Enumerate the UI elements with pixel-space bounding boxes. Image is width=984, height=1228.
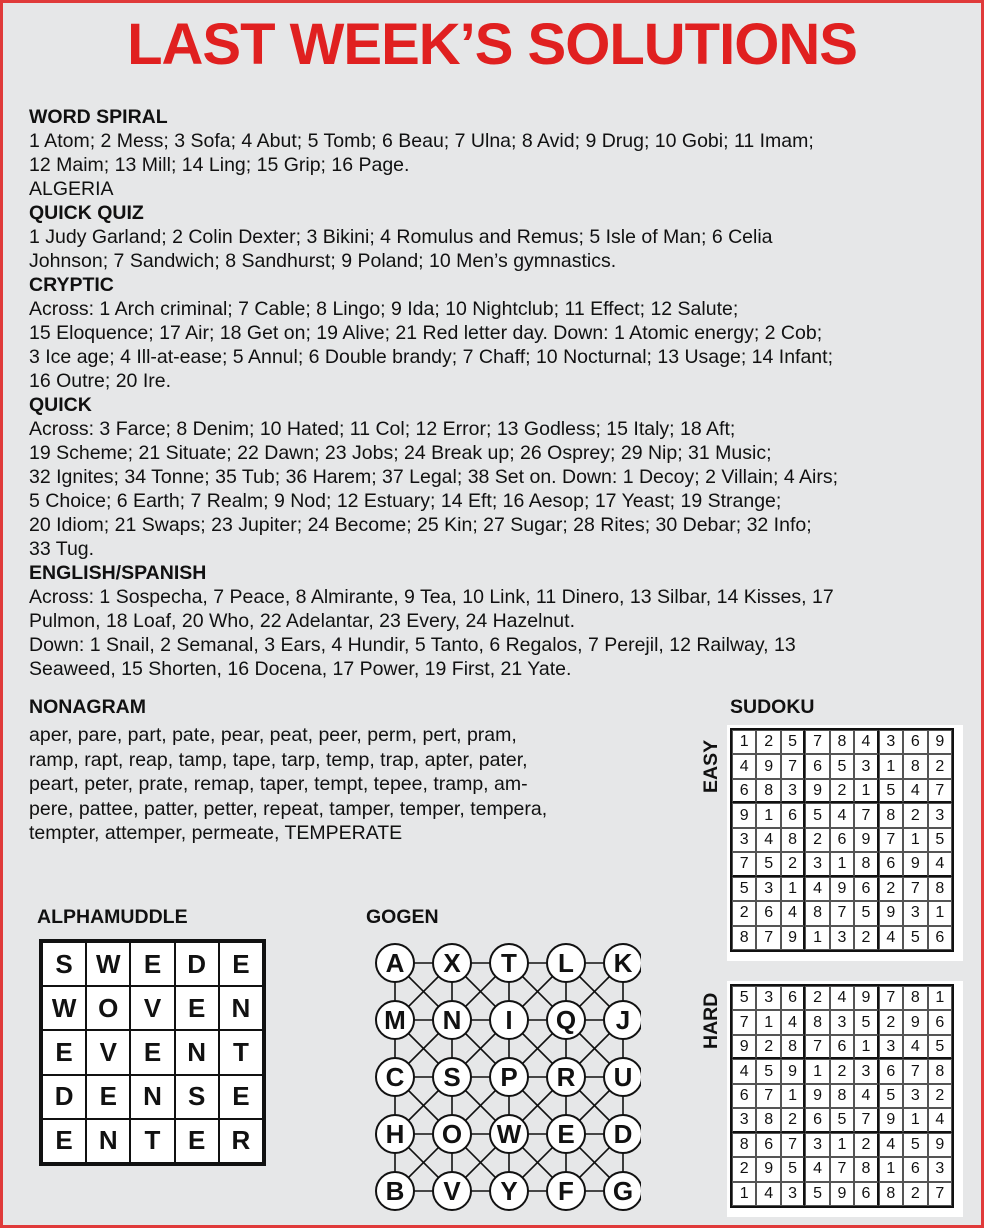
alphamuddle-heading: ALPHAMUDDLE	[37, 906, 188, 928]
nonagram-heading: NONAGRAM	[29, 696, 146, 718]
alphamuddle-cell: T	[130, 1119, 174, 1163]
alphamuddle-cell: E	[42, 1030, 86, 1074]
sudoku-cell: 3	[854, 1059, 878, 1083]
sudoku-cell: 1	[781, 877, 805, 901]
svg-text:Y: Y	[500, 1176, 518, 1206]
sudoku-cell: 9	[781, 1059, 805, 1083]
gogen-node	[376, 944, 414, 982]
svg-text:U: U	[613, 1062, 633, 1092]
sudoku-cell: 3	[879, 730, 903, 754]
sudoku-cell: 5	[805, 1182, 829, 1206]
gogen-node	[433, 1115, 471, 1153]
sudoku-cell: 7	[903, 1059, 927, 1083]
sudoku-cell: 1	[805, 1059, 829, 1083]
gogen-node	[433, 1058, 471, 1096]
sudoku-cell: 2	[805, 828, 829, 852]
svg-text:K: K	[613, 948, 633, 978]
section-heading: QUICK	[29, 394, 92, 416]
sudoku-cell: 4	[854, 1084, 878, 1108]
sudoku-cell: 9	[830, 877, 854, 901]
sudoku-cell: 5	[854, 1010, 878, 1034]
sudoku-cell: 2	[781, 852, 805, 876]
section-line: Across: 3 Farce; 8 Denim; 10 Hated; 11 Col; 12 Error; 13 Godless; 15 Italy; 18 Aft;	[29, 418, 736, 440]
sudoku-cell: 4	[732, 1059, 756, 1083]
svg-text:O: O	[441, 1119, 463, 1149]
sudoku-cell: 2	[928, 754, 952, 778]
sudoku-cell: 4	[928, 1108, 952, 1132]
sudoku-cell: 6	[756, 1133, 780, 1157]
gogen-node	[490, 944, 528, 982]
alphamuddle-cell: N	[175, 1030, 219, 1074]
sudoku-cell: 6	[854, 1182, 878, 1206]
svg-text:G: G	[612, 1176, 634, 1206]
sudoku-cell: 3	[756, 986, 780, 1010]
sudoku-cell: 3	[928, 1157, 952, 1181]
sudoku-cell: 3	[903, 901, 927, 925]
sudoku-cell: 1	[732, 1182, 756, 1206]
sudoku-cell: 2	[903, 803, 927, 827]
nonagram-line: aper, pare, part, pate, pear, peat, peer, perm, pert, pram,	[29, 724, 517, 746]
section-line: Pulmon, 18 Loaf, 20 Who, 22 Adelantar, 23 Every, 24 Hazelnut.	[29, 610, 575, 632]
sudoku-cell: 5	[805, 803, 829, 827]
section-line: 5 Choice; 6 Earth; 7 Realm; 9 Nod; 12 Estuary; 14 Eft; 16 Aesop; 17 Yeast; 19 Strange;	[29, 490, 782, 512]
sudoku-cell: 8	[830, 1084, 854, 1108]
sudoku-cell: 3	[805, 852, 829, 876]
alphamuddle-cell: R	[219, 1119, 263, 1163]
svg-text:D: D	[613, 1119, 633, 1149]
sudoku-cell: 9	[756, 1157, 780, 1181]
gogen-node	[490, 1001, 528, 1039]
alphamuddle-cell: S	[175, 1075, 219, 1119]
alphamuddle-grid	[39, 939, 266, 1166]
alphamuddle-cell: O	[86, 986, 130, 1030]
sudoku-cell: 3	[830, 1010, 854, 1034]
sudoku-cell: 9	[805, 1084, 829, 1108]
sudoku-cell: 1	[732, 730, 756, 754]
section-line: Across: 1 Sospecha, 7 Peace, 8 Almirante, 9 Tea, 10 Link, 11 Dinero, 13 Silbar, 14 Kisses, 17	[29, 586, 834, 608]
alphamuddle-cell: D	[42, 1075, 86, 1119]
sudoku-cell: 7	[854, 1108, 878, 1132]
sudoku-cell: 3	[928, 803, 952, 827]
svg-text:X: X	[443, 948, 461, 978]
sudoku-cell: 7	[805, 730, 829, 754]
section-line: 15 Eloquence; 17 Air; 18 Get on; 19 Alive; 21 Red letter day. Down: 1 Atomic energy; 2 Cob;	[29, 322, 823, 344]
hard-label: HARD	[700, 992, 722, 1049]
sudoku-cell: 8	[781, 1035, 805, 1059]
alphamuddle-cell: E	[219, 942, 263, 986]
sudoku-cell: 9	[781, 926, 805, 950]
sudoku-cell: 7	[756, 926, 780, 950]
sudoku-cell: 6	[830, 1035, 854, 1059]
sudoku-cell: 6	[756, 901, 780, 925]
sudoku-cell: 2	[879, 1010, 903, 1034]
sudoku-cell: 7	[879, 828, 903, 852]
sudoku-cell: 3	[805, 1133, 829, 1157]
section-heading: CRYPTIC	[29, 274, 114, 296]
sudoku-cell: 6	[903, 1157, 927, 1181]
alphamuddle-cell: N	[86, 1119, 130, 1163]
sudoku-cell: 9	[903, 1010, 927, 1034]
sudoku-cell: 3	[879, 1035, 903, 1059]
sudoku-easy	[727, 725, 963, 961]
alphamuddle-cell: E	[86, 1075, 130, 1119]
section-line: 1 Judy Garland; 2 Colin Dexter; 3 Bikini; 4 Romulus and Remus; 5 Isle of Man; 6 Celia	[29, 226, 773, 248]
sudoku-cell: 4	[781, 901, 805, 925]
sudoku-cell: 1	[781, 1084, 805, 1108]
sudoku-cell: 2	[781, 1108, 805, 1132]
sudoku-cell: 6	[903, 730, 927, 754]
sudoku-cell: 9	[928, 1133, 952, 1157]
sudoku-cell: 2	[756, 1035, 780, 1059]
sudoku-cell: 4	[879, 1133, 903, 1157]
sudoku-cell: 2	[830, 779, 854, 803]
gogen-node	[604, 1115, 641, 1153]
nonagram-line: peart, peter, prate, remap, taper, tempt, tepee, tramp, am-	[29, 773, 528, 795]
svg-text:I: I	[505, 1005, 513, 1035]
sudoku-cell: 6	[928, 1010, 952, 1034]
sudoku-cell: 4	[781, 1010, 805, 1034]
sudoku-cell: 5	[756, 1059, 780, 1083]
gogen-node	[604, 1172, 641, 1210]
sudoku-cell: 8	[903, 986, 927, 1010]
gogen-node	[490, 1172, 528, 1210]
page-title: LAST WEEK’S SOLUTIONS	[127, 12, 857, 77]
sudoku-cell: 1	[830, 852, 854, 876]
sudoku-cell: 2	[830, 1059, 854, 1083]
section-heading: ENGLISH/SPANISH	[29, 562, 207, 584]
sudoku-cell: 3	[830, 926, 854, 950]
sudoku-cell: 8	[830, 730, 854, 754]
sudoku-cell: 7	[928, 779, 952, 803]
sudoku-cell: 9	[928, 730, 952, 754]
easy-label: EASY	[700, 739, 722, 793]
gogen-node	[376, 1172, 414, 1210]
sudoku-cell: 2	[854, 1133, 878, 1157]
gogen-node	[433, 1001, 471, 1039]
svg-text:A: A	[385, 948, 405, 978]
alphamuddle-cell: E	[42, 1119, 86, 1163]
section-line: Johnson; 7 Sandwich; 8 Sandhurst; 9 Poland; 10 Men’s gymnastics.	[29, 250, 617, 272]
gogen-node	[547, 1001, 585, 1039]
sudoku-cell: 6	[928, 926, 952, 950]
sudoku-cell: 8	[854, 852, 878, 876]
sudoku-cell: 3	[903, 1084, 927, 1108]
sudoku-cell: 5	[903, 1133, 927, 1157]
svg-text:B: B	[385, 1176, 405, 1206]
gogen-node	[547, 944, 585, 982]
gogen-node	[547, 1058, 585, 1096]
alphamuddle-cell: W	[42, 986, 86, 1030]
section-line: 20 Idiom; 21 Swaps; 23 Jupiter; 24 Become; 25 Kin; 27 Sugar; 28 Rites; 30 Debar; 32 Info;	[29, 514, 812, 536]
sudoku-cell: 2	[756, 730, 780, 754]
sudoku-cell: 1	[805, 926, 829, 950]
sudoku-cell: 2	[903, 1182, 927, 1206]
gogen-node	[604, 1058, 641, 1096]
alphamuddle-cell: W	[86, 942, 130, 986]
alphamuddle-cell: V	[86, 1030, 130, 1074]
sudoku-cell: 3	[732, 1108, 756, 1132]
sudoku-cell: 1	[756, 803, 780, 827]
sudoku-cell: 4	[756, 828, 780, 852]
sudoku-cell: 8	[756, 1108, 780, 1132]
section-line: 1 Atom; 2 Mess; 3 Sofa; 4 Abut; 5 Tomb; 6 Beau; 7 Ulna; 8 Avid; 9 Drug; 10 Gobi; 11 Imam;	[29, 130, 814, 152]
sudoku-cell: 9	[854, 986, 878, 1010]
svg-text:S: S	[443, 1062, 461, 1092]
sudoku-cell: 9	[879, 1108, 903, 1132]
sudoku-cell: 4	[854, 730, 878, 754]
sudoku-cell: 8	[805, 1010, 829, 1034]
alphamuddle-cell: E	[175, 986, 219, 1030]
sudoku-cell: 6	[805, 1108, 829, 1132]
sudoku-cell: 6	[781, 803, 805, 827]
alphamuddle-cell: V	[130, 986, 174, 1030]
svg-text:Q: Q	[555, 1005, 577, 1035]
sudoku-cell: 5	[781, 1157, 805, 1181]
svg-text:C: C	[385, 1062, 405, 1092]
alphamuddle-cell: E	[175, 1119, 219, 1163]
sudoku-cell: 1	[928, 901, 952, 925]
sudoku-cell: 2	[732, 1157, 756, 1181]
sudoku-cell: 1	[854, 1035, 878, 1059]
alphamuddle-cell: E	[130, 942, 174, 986]
alphamuddle-cell: E	[130, 1030, 174, 1074]
sudoku-cell: 2	[805, 986, 829, 1010]
sudoku-cell: 6	[854, 877, 878, 901]
sudoku-cell: 5	[928, 1035, 952, 1059]
sudoku-hard	[727, 981, 963, 1217]
gogen-node	[490, 1115, 528, 1153]
sudoku-cell: 5	[781, 730, 805, 754]
svg-text:R: R	[556, 1062, 576, 1092]
svg-text:T: T	[501, 948, 517, 978]
svg-text:J: J	[615, 1005, 631, 1035]
sudoku-cell: 3	[732, 828, 756, 852]
sudoku-heading: SUDOKU	[730, 696, 815, 718]
section-line: 33 Tug.	[29, 538, 95, 560]
sudoku-cell: 7	[781, 754, 805, 778]
sudoku-cell: 6	[805, 754, 829, 778]
sudoku-cell: 3	[781, 779, 805, 803]
sudoku-cell: 9	[805, 779, 829, 803]
sudoku-cell: 7	[854, 803, 878, 827]
sudoku-cell: 4	[879, 926, 903, 950]
alphamuddle-cell: T	[219, 1030, 263, 1074]
sudoku-cell: 2	[928, 1084, 952, 1108]
sudoku-cell: 3	[854, 754, 878, 778]
sudoku-cell: 4	[903, 779, 927, 803]
alphamuddle-cell: N	[130, 1075, 174, 1119]
gogen-node	[376, 1115, 414, 1153]
sudoku-cell: 4	[830, 986, 854, 1010]
sudoku-cell: 9	[830, 1182, 854, 1206]
section-line: 3 Ice age; 4 Ill-at-ease; 5 Annul; 6 Double brandy; 7 Chaff; 10 Nocturnal; 13 Usage; 14 Infant;	[29, 346, 833, 368]
sudoku-cell: 1	[903, 828, 927, 852]
sudoku-cell: 7	[879, 986, 903, 1010]
sudoku-cell: 2	[879, 877, 903, 901]
svg-text:N: N	[442, 1005, 462, 1035]
sudoku-cell: 4	[805, 877, 829, 901]
sudoku-cell: 5	[903, 926, 927, 950]
gogen-node	[490, 1058, 528, 1096]
sudoku-cell: 8	[781, 828, 805, 852]
gogen-node	[547, 1115, 585, 1153]
gogen-grid	[371, 935, 641, 1225]
section-heading: WORD SPIRAL	[29, 106, 168, 128]
sudoku-cell: 6	[830, 828, 854, 852]
sudoku-cell: 5	[756, 852, 780, 876]
gogen-node	[433, 1172, 471, 1210]
sudoku-cell: 9	[879, 901, 903, 925]
svg-text:M: M	[384, 1005, 406, 1035]
sudoku-cell: 3	[781, 1182, 805, 1206]
sudoku-cell: 7	[805, 1035, 829, 1059]
nonagram-line: tempter, attemper, permeate, TEMPERATE	[29, 822, 403, 844]
section-line: 12 Maim; 13 Mill; 14 Ling; 15 Grip; 16 Page.	[29, 154, 410, 176]
sudoku-cell: 7	[928, 1182, 952, 1206]
sudoku-cell: 8	[928, 877, 952, 901]
sudoku-cell: 4	[805, 1157, 829, 1181]
sudoku-cell: 6	[879, 852, 903, 876]
sudoku-cell: 1	[854, 779, 878, 803]
sudoku-cell: 1	[830, 1133, 854, 1157]
svg-text:F: F	[558, 1176, 574, 1206]
sudoku-cell: 4	[756, 1182, 780, 1206]
gogen-node	[376, 1001, 414, 1039]
gogen-node	[604, 1001, 641, 1039]
sudoku-cell: 7	[903, 877, 927, 901]
alphamuddle-cell: E	[219, 1075, 263, 1119]
sudoku-cell: 9	[756, 754, 780, 778]
sudoku-cell: 7	[732, 852, 756, 876]
svg-text:P: P	[500, 1062, 518, 1092]
section-line: Seaweed, 15 Shorten, 16 Docena, 17 Power, 19 First, 21 Yate.	[29, 658, 572, 680]
alphamuddle-cell: D	[175, 942, 219, 986]
sudoku-cell: 1	[879, 1157, 903, 1181]
sudoku-cell: 8	[756, 779, 780, 803]
sudoku-cell: 2	[854, 926, 878, 950]
sudoku-cell: 4	[732, 754, 756, 778]
sudoku-cell: 6	[879, 1059, 903, 1083]
sudoku-cell: 1	[928, 986, 952, 1010]
sudoku-cell: 1	[756, 1010, 780, 1034]
sudoku-cell: 6	[732, 1084, 756, 1108]
svg-text:L: L	[558, 948, 574, 978]
sudoku-cell: 5	[830, 1108, 854, 1132]
section-line: 16 Outre; 20 Ire.	[29, 370, 171, 392]
sudoku-cell: 5	[928, 828, 952, 852]
alphamuddle-cell: N	[219, 986, 263, 1030]
sudoku-cell: 9	[854, 828, 878, 852]
sudoku-cell: 8	[879, 803, 903, 827]
gogen-heading: GOGEN	[366, 906, 439, 928]
sudoku-cell: 6	[781, 986, 805, 1010]
gogen-node	[433, 944, 471, 982]
sudoku-cell: 4	[928, 852, 952, 876]
nonagram-line: ramp, rapt, reap, tamp, tape, tarp, temp, trap, apter, pater,	[29, 748, 528, 771]
alphamuddle-cell: S	[42, 942, 86, 986]
section-line: Across: 1 Arch criminal; 7 Cable; 8 Lingo; 9 Ida; 10 Nightclub; 11 Effect; 12 Salute;	[29, 298, 739, 320]
section-heading: QUICK QUIZ	[29, 202, 144, 224]
sudoku-cell: 7	[830, 1157, 854, 1181]
nonagram-line: pere, pattee, patter, petter, repeat, tamper, temper, tempera,	[29, 797, 548, 820]
sudoku-cell: 1	[879, 754, 903, 778]
svg-text:W: W	[496, 1119, 522, 1149]
sudoku-cell: 7	[830, 901, 854, 925]
sudoku-cell: 8	[928, 1059, 952, 1083]
sudoku-cell: 7	[781, 1133, 805, 1157]
svg-text:V: V	[443, 1176, 461, 1206]
sudoku-cell: 4	[903, 1035, 927, 1059]
sudoku-cell: 5	[830, 754, 854, 778]
section-line: ALGERIA	[29, 178, 114, 200]
sudoku-cell: 6	[732, 779, 756, 803]
section-line: 19 Scheme; 21 Situate; 22 Dawn; 23 Jobs; 24 Break up; 26 Osprey; 29 Nip; 31 Music;	[29, 442, 772, 464]
sudoku-cell: 1	[903, 1108, 927, 1132]
sudoku-cell: 7	[732, 1010, 756, 1034]
section-line: 32 Ignites; 34 Tonne; 35 Tub; 36 Harem; 37 Legal; 38 Set on. Down: 1 Decoy; 2 Villain; 4 Airs;	[29, 466, 839, 488]
sudoku-cell: 9	[903, 852, 927, 876]
gogen-node	[376, 1058, 414, 1096]
sudoku-cell: 5	[732, 986, 756, 1010]
sudoku-cell: 5	[879, 1084, 903, 1108]
sudoku-cell: 9	[732, 803, 756, 827]
sudoku-cell: 5	[879, 779, 903, 803]
sudoku-cell: 9	[732, 1035, 756, 1059]
sudoku-cell: 8	[805, 901, 829, 925]
sudoku-cell: 8	[854, 1157, 878, 1181]
svg-text:H: H	[385, 1119, 405, 1149]
sudoku-cell: 4	[830, 803, 854, 827]
sudoku-cell: 7	[756, 1084, 780, 1108]
sudoku-cell: 8	[732, 926, 756, 950]
svg-text:E: E	[557, 1119, 575, 1149]
sudoku-cell: 5	[854, 901, 878, 925]
sudoku-cell: 3	[756, 877, 780, 901]
sudoku-cell: 5	[732, 877, 756, 901]
solutions-text	[29, 105, 959, 681]
sudoku-cell: 8	[903, 754, 927, 778]
section-line: Down: 1 Snail, 2 Semanal, 3 Ears, 4 Hundir, 5 Tanto, 6 Regalos, 7 Perejil, 12 Railway, 13	[29, 634, 796, 656]
sudoku-cell: 8	[879, 1182, 903, 1206]
gogen-node	[547, 1172, 585, 1210]
sudoku-cell: 2	[732, 901, 756, 925]
sudoku-cell: 8	[732, 1133, 756, 1157]
gogen-node	[604, 944, 641, 982]
nonagram-text	[29, 723, 649, 846]
